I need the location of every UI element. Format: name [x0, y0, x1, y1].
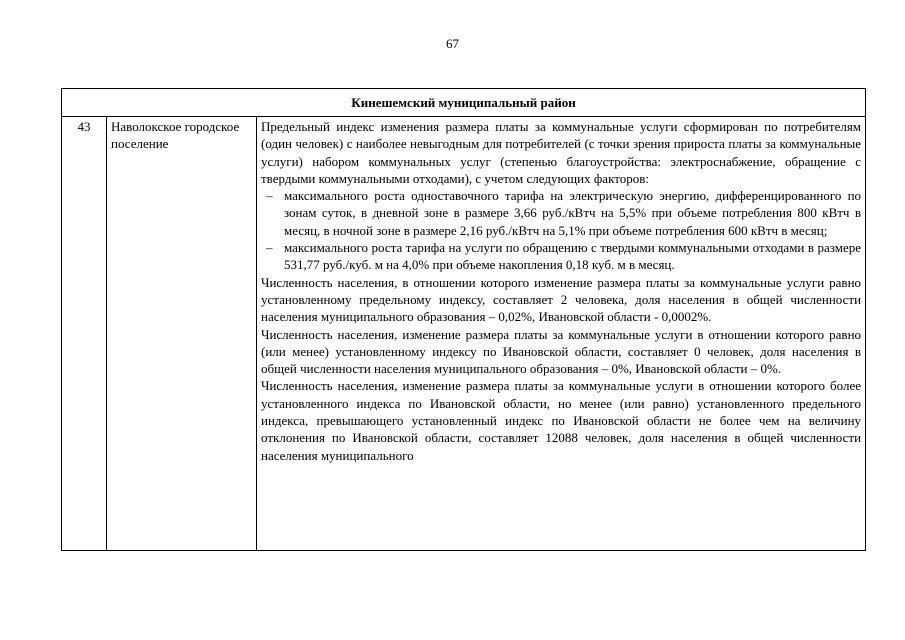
- population-below-paragraph: Численность населения, изменение размера платы за коммунальные услуги в отношении которого равно (или менее) установленному индексу по Ивановской области, составляет 0 человек, доля населения в общей численности населения муниципального образования – 0%, Ивановской области – 0%.: [261, 326, 862, 377]
- table-row: [62, 117, 866, 551]
- description-cell: [257, 117, 866, 551]
- factor-text: максимального роста одноставочного тарифа на электрическую энергию, дифференцированного по зонам суток, в дневной зоне в размере 3,66 руб./кВтч на 5,5% при объеме потребления 800 кВтч в месяц, в ночной зоне в размере 2,16 руб./кВтч на 5,1% при объеме потребления 600 кВтч в месяц;: [284, 188, 862, 238]
- district-header-row: [62, 89, 866, 117]
- population-limit-paragraph: Численность населения, в отношении которого изменение размера платы за коммунальные услуги равно установленному предельному индексу, составляет 2 человека, доля населения в общей численности населения муниципального образования – 0,02%, Ивановской области - 0,0002%.: [261, 274, 862, 325]
- row-number: 43: [62, 117, 107, 551]
- factors-list: [261, 187, 861, 273]
- settlement-name: Наволокское городское поселение: [107, 117, 257, 551]
- list-item: [261, 239, 861, 274]
- population-above-paragraph: Численность населения, изменение размера платы за коммунальные услуги в отношении которого более установленного индекса по Ивановской области, но менее (или равно) установленного предельного индекса, превышающего установленный индекс по Ивановской области не более чем на величину отклонения по Ивановской области, составляет 12088 человек, доля населения в общей численности населения муниципального: [261, 378, 862, 463]
- description-content: [261, 118, 861, 550]
- district-title: Кинешемский муниципальный район: [62, 89, 866, 117]
- intro-paragraph: Предельный индекс изменения размера платы за коммунальные услуги сформирован по потребителям (один человек) с наиболее невыгодным для потребителей (с точки зрения прироста платы за коммунальные услуги) набором коммунальных услуг (степенью благоустройства: электроснабжение, обращение с твердыми коммунальными отходами), с учетом следующих факторов:: [261, 119, 862, 186]
- factor-text: максимального роста тарифа на услуги по обращению с твердыми коммунальными отходами в размере 531,77 руб./куб. м на 4,0% при объеме накопления 0,18 куб. м в месяц.: [284, 240, 862, 273]
- list-item: [261, 187, 861, 239]
- dash-marker: –: [266, 188, 273, 204]
- dash-marker: –: [266, 240, 273, 256]
- document-table: [61, 88, 866, 551]
- page-number: 67: [446, 36, 459, 51]
